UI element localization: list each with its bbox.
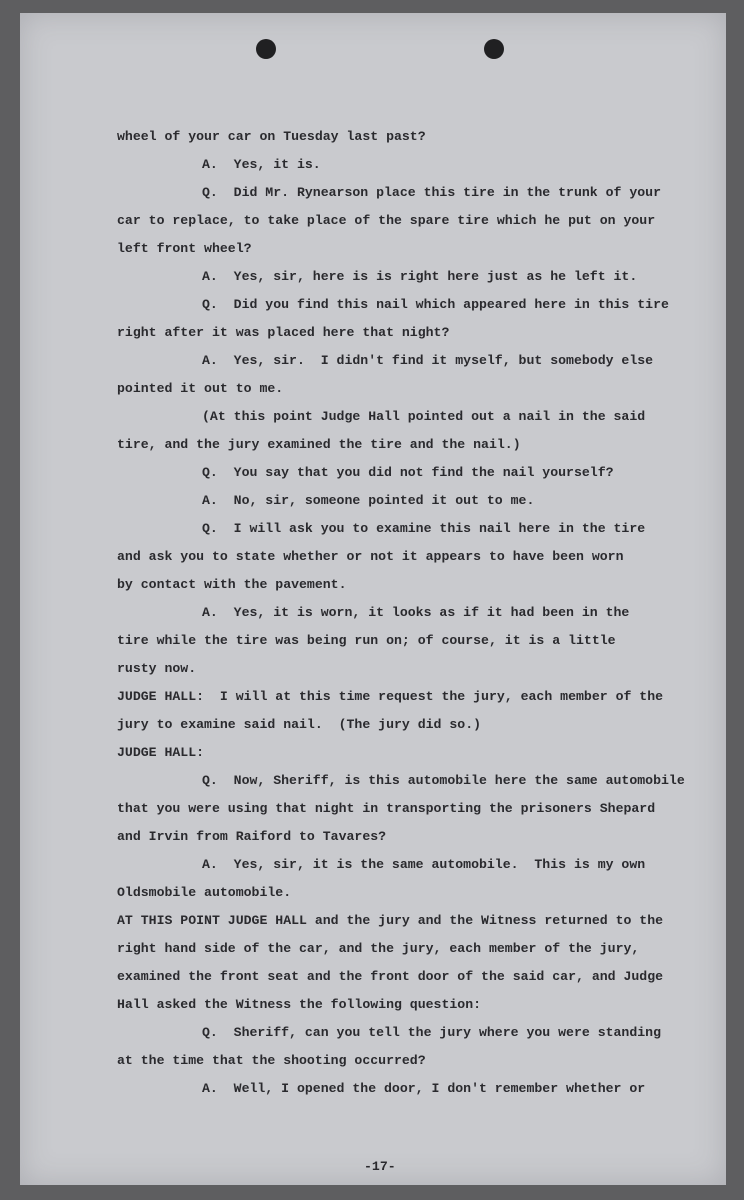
transcript-line: and ask you to state whether or not it appears to have been worn xyxy=(117,549,624,564)
transcript-line: Q. You say that you did not find the nail yourself? xyxy=(202,465,614,480)
transcript-line: tire, and the jury examined the tire and the nail.) xyxy=(117,437,521,452)
transcript-line: and Irvin from Raiford to Tavares? xyxy=(117,829,387,844)
transcript-line: AT THIS POINT JUDGE HALL and the jury and the Witness returned to the xyxy=(117,913,664,928)
transcript-line: at the time that the shooting occurred? xyxy=(117,1053,426,1068)
transcript-line: A. Yes, sir. I didn't find it myself, but somebody else xyxy=(202,353,654,368)
transcript-line: A. No, sir, someone pointed it out to me. xyxy=(202,493,535,508)
transcript-line: jury to examine said nail. (The jury did so.) xyxy=(117,717,482,732)
transcript-line: that you were using that night in transporting the prisoners Shepard xyxy=(117,801,656,816)
transcript-line: Hall asked the Witness the following question: xyxy=(117,997,482,1012)
transcript-line: left front wheel? xyxy=(117,241,252,256)
transcript-line: Q. Now, Sheriff, is this automobile here the same automobile xyxy=(202,773,685,788)
transcript-line: Q. Did Mr. Rynearson place this tire in the trunk of your xyxy=(202,185,661,200)
transcript-line: wheel of your car on Tuesday last past? xyxy=(117,129,426,144)
transcript-line: A. Yes, it is worn, it looks as if it had been in the xyxy=(202,605,630,620)
transcript-line: JUDGE HALL: xyxy=(117,745,205,760)
transcript-line: by contact with the pavement. xyxy=(117,577,347,592)
transcript-line: rusty now. xyxy=(117,661,197,676)
transcript-line: A. Yes, sir, here is is right here just as he left it. xyxy=(202,269,638,284)
binder-hole-right xyxy=(484,39,504,59)
document-page xyxy=(20,13,726,1185)
transcript-body xyxy=(117,123,717,1103)
transcript-line: JUDGE HALL: I will at this time request the jury, each member of the xyxy=(117,689,664,704)
transcript-line: A. Yes, sir, it is the same automobile. This is my own xyxy=(202,857,646,872)
transcript-line: tire while the tire was being run on; of course, it is a little xyxy=(117,633,616,648)
transcript-line: Q. Did you find this nail which appeared here in this tire xyxy=(202,297,669,312)
transcript-line: right after it was placed here that night? xyxy=(117,325,450,340)
page-number: -17- xyxy=(364,1159,396,1174)
transcript-line: examined the front seat and the front door of the said car, and Judge xyxy=(117,969,664,984)
transcript-line: right hand side of the car, and the jury, each member of the jury, xyxy=(117,941,640,956)
transcript-line: Oldsmobile automobile. xyxy=(117,885,292,900)
transcript-line: car to replace, to take place of the spare tire which he put on your xyxy=(117,213,656,228)
transcript-line: A. Well, I opened the door, I don't remember whether or xyxy=(202,1081,646,1096)
transcript-line: (At this point Judge Hall pointed out a nail in the said xyxy=(202,409,646,424)
transcript-line: A. Yes, it is. xyxy=(202,157,321,172)
transcript-line: Q. Sheriff, can you tell the jury where you were standing xyxy=(202,1025,661,1040)
binder-hole-left xyxy=(256,39,276,59)
transcript-line: Q. I will ask you to examine this nail here in the tire xyxy=(202,521,646,536)
transcript-line: pointed it out to me. xyxy=(117,381,284,396)
